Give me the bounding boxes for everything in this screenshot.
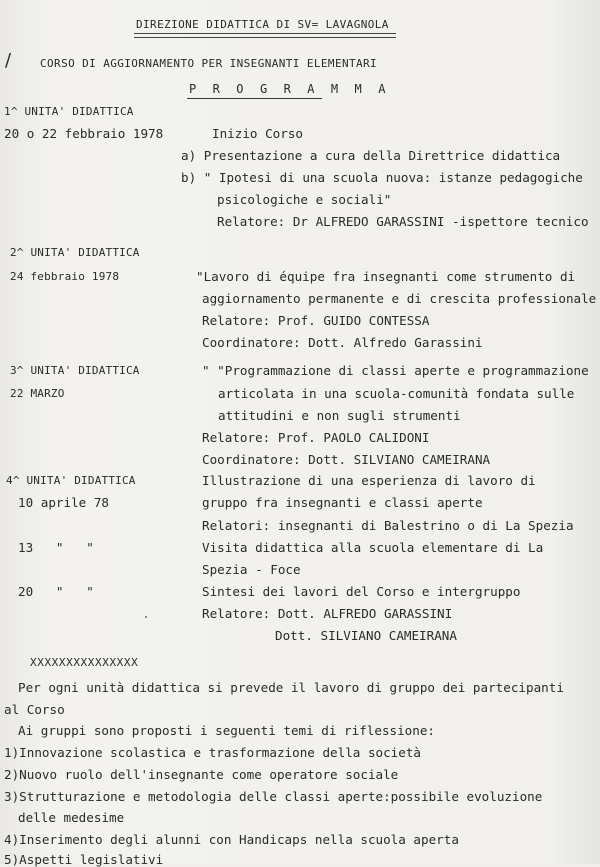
unit2-date: 24 febbraio 1978 <box>10 270 120 283</box>
unit1-item-b-line1: b) " Ipotesi di una scuola nuova: istanze pedagogiche <box>181 170 583 185</box>
struck-out-text: XXXXXXXXXXXXXXX <box>30 656 139 669</box>
unit4-heading: 4^ UNITA' DIDATTICA <box>6 474 136 487</box>
unit4-synthesis-speaker2: Dott. SILVIANO CAMEIRANA <box>275 628 457 643</box>
unit3-coordinator: Coordinatore: Dott. SILVIANO CAMEIRANA <box>202 452 491 467</box>
unit1-heading: 1^ UNITA' DIDATTICA <box>4 105 134 118</box>
unit2-heading: 2^ UNITA' DIDATTICA <box>10 246 140 259</box>
notes-paragraph-line2: al Corso <box>4 702 65 717</box>
unit4-speakers: Relatori: insegnanti di Balestrino o di La Spezia <box>202 518 574 533</box>
unit4-visit-line1: Visita didattica alla scuola elementare di La <box>202 540 544 555</box>
unit4-date3: 20 " " <box>18 584 94 599</box>
programma-heading: P R O G R A M M A <box>189 82 391 96</box>
programma-underline <box>187 98 322 99</box>
unit3-heading: 3^ UNITA' DIDATTICA <box>10 364 140 377</box>
unit4-item1-line1: Illustrazione di una esperienza di lavoro di <box>202 473 536 488</box>
ink-speck <box>145 616 147 618</box>
theme-item-3: 3)Strutturazione e metodologia delle classi aperte:possibile evoluzione <box>4 789 543 804</box>
theme-item-3-continued: delle medesime <box>18 810 125 825</box>
theme-item-1: 1)Innovazione scolastica e trasformazione della società <box>4 745 422 760</box>
unit4-synthesis: Sintesi dei lavori del Corso e intergruppo <box>202 584 521 599</box>
unit1-speaker: Relatore: Dr ALFREDO GARASSINI -ispettore tecnico <box>217 214 589 229</box>
unit2-title-line2: aggiornamento permanente e di crescita professionale <box>202 291 597 306</box>
unit3-title-line1: " "Programmazione di classi aperte e programmazione <box>202 363 589 378</box>
theme-item-2: 2)Nuovo ruolo dell'insegnante come operatore sociale <box>4 767 399 782</box>
unit2-title-line1: "Lavoro di équipe fra insegnanti come strumento di <box>196 269 576 284</box>
unit2-speaker: Relatore: Prof. GUIDO CONTESSA <box>202 313 430 328</box>
institution-title: DIREZIONE DIDATTICA DI SV= LAVAGNOLA <box>136 18 389 31</box>
unit1-start: Inizio Corso <box>212 126 303 141</box>
unit3-date: 22 MARZO <box>10 387 65 400</box>
unit3-title-line3: attitudini e non sugli strumenti <box>218 408 461 423</box>
course-title: CORSO DI AGGIORNAMENTO PER INSEGNANTI ELEMENTARI <box>40 57 378 70</box>
margin-mark: / <box>5 50 12 71</box>
unit3-speaker: Relatore: Prof. PAOLO CALIDONI <box>202 430 430 445</box>
unit1-date: 20 o 22 febbraio 1978 <box>4 126 164 141</box>
theme-item-5: 5)Aspetti legislativi <box>4 852 164 867</box>
unit4-date1: 10 aprile 78 <box>18 495 109 510</box>
unit2-coordinator: Coordinatore: Dott. Alfredo Garassini <box>202 335 483 350</box>
unit1-item-b-line2: psicologiche e sociali" <box>217 192 392 207</box>
unit4-synthesis-speaker1: Relatore: Dott. ALFREDO GARASSINI <box>202 606 453 621</box>
notes-paragraph-line1: Per ogni unità didattica si prevede il lavoro di gruppo dei partecipanti <box>18 680 564 695</box>
unit1-item-a: a) Presentazione a cura della Direttrice didattica <box>181 148 561 163</box>
unit4-item1-line2: gruppo fra insegnanti e classi aperte <box>202 495 483 510</box>
theme-item-4: 4)Inserimento degli alunni con Handicaps nella scuola aperta <box>4 832 459 847</box>
unit3-title-line2: articolata in una scuola-comunità fondata sulle <box>218 386 575 401</box>
notes-themes-intro: Ai gruppi sono proposti i seguenti temi di riflessione: <box>18 723 436 738</box>
unit4-visit-line2: Spezia - Foce <box>202 562 301 577</box>
title-double-underline <box>134 33 396 38</box>
unit4-date2: 13 " " <box>18 540 94 555</box>
